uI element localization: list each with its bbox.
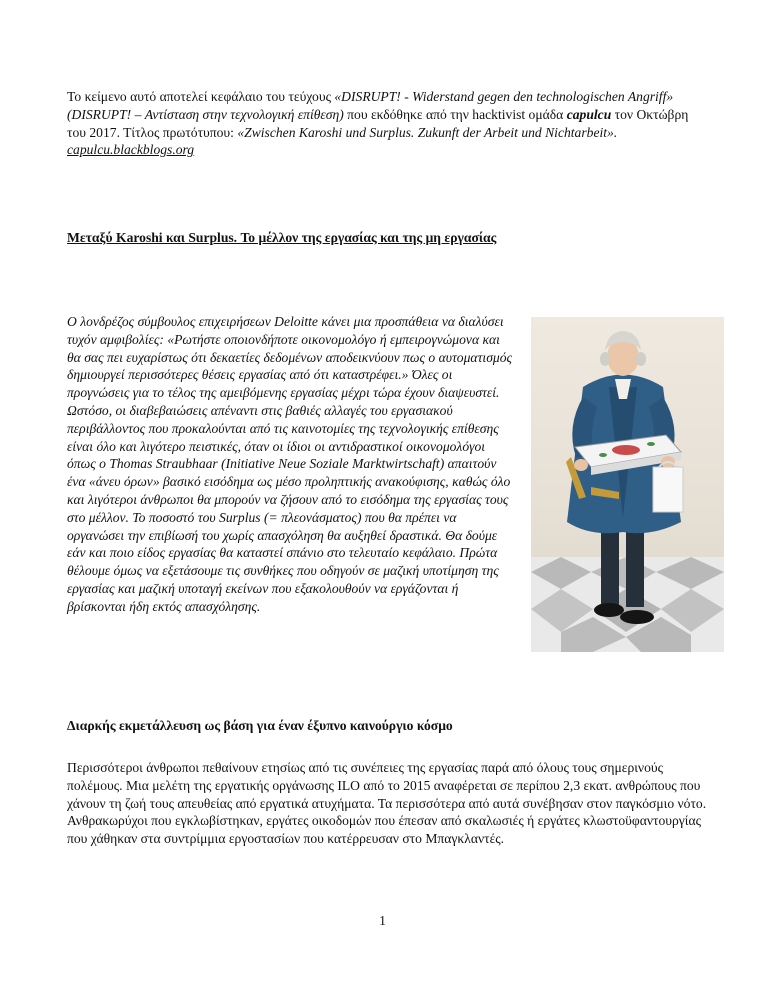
intro-link[interactable]: capulcu.blackblogs.org xyxy=(67,142,195,158)
intro-source-title: «DISRUPT! - Widerstand gegen den technologischen Angriff» (DISRUPT! – Αντίσταση στην τεχνολογική επίθεση) xyxy=(67,89,674,122)
intro-group-name: capulcu xyxy=(566,106,612,122)
intro-text-2: που εκδόθηκε από την hacktivist ομάδα xyxy=(343,106,567,122)
body-paragraph: Περισσότεροι άνθρωποι πεθαίνουν ετησίως από τις συνέπειες της εργασίας παρά από όλους τους σημερινούς πολέμους. Μια μελέτη της εργατικής οργάνωσης ILO από το 2015 αναφέρεται σε περίπου 2,3 εκατ. ανθρώπους που χάνουν τη ζωή τους απευθείας από εργατικά ατυχήματα. Τα περισσότερα από αυτά συνέβησαν στον παγκόσμιο νότο. Ανθρακωρύχοι που εγκλωβίστηκαν, εργάτες οικοδομών που έπεσαν από σκαλωσιές ή εργάτες κλωστοϋφαντουργίας που χάθηκαν στα συντρίμμια εργοστασίων που κατέρρευσαν στο Μπαγκλαντές. xyxy=(67,760,707,847)
shopping-bag-icon xyxy=(653,462,683,512)
man-with-pizza-box-icon xyxy=(531,317,724,652)
section-heading: Διαρκής εκμετάλλευση ως βάση για έναν έξυπνο καινούργιο κόσμο xyxy=(67,718,453,733)
page-number: 1 xyxy=(379,913,386,928)
lead-paragraph: Ο λονδρέζος σύμβουλος επιχειρήσεων Deloitte κάνει μια προσπάθεια να διαλύσει τυχόν αμφιβολίες: «Ρωτήστε οποιονδήποτε οικονομολόγο ή εμπειρογνώμονα και θα σας πει ευχαρίστως ότι δεκαετίες δεδομένων αποδεικνύουν πως ο αυτοματισμός δημιουργεί περισσότερες θέσεις εργασίας από ότι καταστρέφει.» Όλες οι προγνώσεις για το τέλος της αμειβόμενης εργασίας μέχρι τώρα έχουν διαψευστεί. Ωστόσο, οι διαβεβαιώσεις απέναντι στις βαθιές αλλαγές του εργασιακού περιβάλλοντος που προκαλούνται από τις καινοτομίες της τεχνολογικής επίθεσης είναι όλο και λιγότερο πειστικές, όταν οι ίδιοι οι αντιδραστικοί οικονομολόγοι όπως ο Thomas Straubhaar (Initiative Neue Soziale Marktwirtschaft) απαιτούν ένα «άνευ όρων» βασικό εισόδημα ως μέσο προληπτικής ανακούφισης, καθώς όλο και λιγότεροι άνθρωποι θα μπορούν να ζήσουν από το εισόδημα της εργασίας τους στο μέλλον. Το ποσοστό του Surplus (= πλεονάσματος) που θα πρέπει να οργανώσει την επιβίωσή του χωρίς απασχόληση θα αυξηθεί δραστικά. Θα δούμε εάν και ποιο είδος εργασίας θα καταστεί σπάνιο στο τελευταίο κεφάλαιο. Πρώτα θέλουμε όμως να εξετάσουμε τις συνθήκες που οδηγούν σε μαζική υποτίμηση της εργασίας και μαζική υποταγή εκείνων που εξακολουθούν να εργάζονται ή βρίσκονται ήδη εκτός απασχόλησης. xyxy=(67,314,513,614)
illustration-image xyxy=(531,317,724,652)
intro-paragraph xyxy=(67,88,707,159)
intro-text-3: τον Οκτώβρη του 2017. Τίτλος πρωτότυπου: xyxy=(67,106,689,140)
article-title: Μεταξύ Karoshi και Surplus. Το μέλλον της εργασίας και της μη εργασίας xyxy=(67,230,497,245)
intro-original-title: «Zwischen Karoshi und Surplus. Zukunft der Arbeit und Nichtarbeit». xyxy=(237,124,618,140)
intro-text-1: Το κείμενο αυτό αποτελεί κεφάλαιο του τεύχους xyxy=(67,89,335,104)
